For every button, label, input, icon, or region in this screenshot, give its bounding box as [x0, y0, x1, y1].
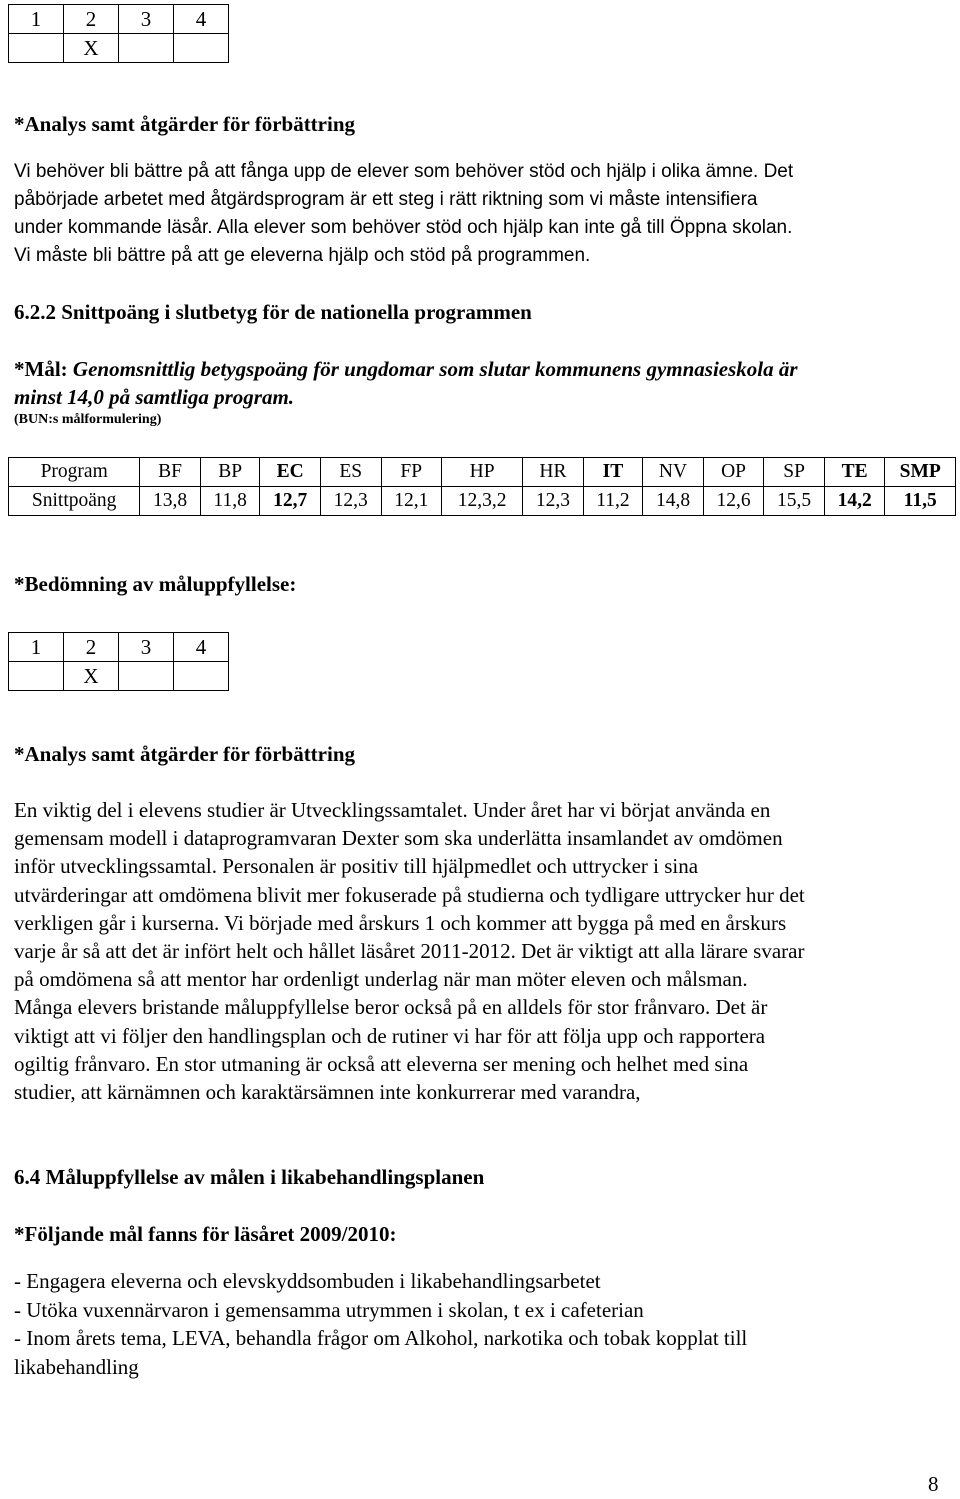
analysis-heading-2: *Analys samt åtgärder för förbättring [14, 742, 356, 766]
program-row [9, 458, 956, 487]
program-cell: EC [260, 458, 321, 487]
mark-cell: X [64, 662, 119, 691]
text-line: studier, att kärnämnen och karaktärsämnen inte konkurrerar med varandra, [14, 1080, 641, 1105]
analysis-heading-1: *Analys samt åtgärder för förbättring [14, 112, 356, 136]
score-table-1-mark-row [9, 34, 229, 63]
program-cell: HP [442, 458, 523, 487]
program-cell: NV [643, 458, 704, 487]
text-line: varje år så att det är infört helt och hållet läsåret 2011-2012. Det är viktigt att alla lärare svarar [14, 939, 805, 964]
score-cell: 12,3,2 [442, 487, 523, 516]
list-item: - Inom årets tema, LEVA, behandla frågor om Alkohol, narkotika och tobak kopplat till [14, 1326, 748, 1350]
text-line: viktigt att vi följer den handlingsplan och de rutiner vi har för att följa upp och rapportera [14, 1023, 766, 1048]
text-line: under kommande läsår. Alla elever som behöver stöd och hjälp kan inte gå till Öppna skolan. [14, 217, 793, 238]
score-cell: 1 [9, 633, 64, 662]
mark-cell [174, 34, 229, 63]
text-line: gemensam modell i dataprogramvaran Dexter som ska underlätta insamlandet av omdömen [14, 826, 783, 851]
assessment-heading: *Bedömning av måluppfyllelse: [14, 572, 297, 596]
score-cell: 3 [119, 5, 174, 34]
score-cell: 15,5 [764, 487, 825, 516]
program-score-table [8, 457, 956, 516]
score-cell: 13,8 [140, 487, 201, 516]
goal-note: (BUN:s målformulering) [14, 412, 162, 427]
mark-cell [174, 662, 229, 691]
goal-text-line-2: minst 14,0 på samtliga program. [14, 385, 295, 409]
score-cell: 1 [9, 5, 64, 34]
mark-cell [9, 662, 64, 691]
goals-heading: *Följande mål fanns för läsåret 2009/2010: [14, 1222, 397, 1246]
row-label: Program [9, 458, 140, 487]
row-label: Snittpoäng [9, 487, 140, 516]
mark-cell [119, 662, 174, 691]
score-cell: 14,2 [824, 487, 885, 516]
program-cell: TE [824, 458, 885, 487]
text-line: påbörjade arbetet med åtgärdsprogram är ett steg i rätt riktning som vi måste intensifiera [14, 189, 758, 210]
score-cell: 12,1 [381, 487, 442, 516]
text-line: En viktig del i elevens studier är Utvecklingssamtalet. Under året har vi börjat använda en [14, 798, 771, 822]
section-heading-6-4: 6.4 Måluppfyllelse av målen i likabehandlingsplanen [14, 1165, 485, 1189]
score-cell: 12,7 [260, 487, 321, 516]
program-cell: ES [320, 458, 381, 487]
score-cell: 11,2 [583, 487, 643, 516]
score-cell: 12,3 [523, 487, 584, 516]
text-line: utvärderingar att omdömena blivit mer fokuserade på studierna och tydligare uttrycker hur det [14, 882, 805, 907]
score-cell: 14,8 [643, 487, 704, 516]
mark-cell [119, 34, 174, 63]
score-table-1 [8, 4, 229, 63]
score-cell: 4 [174, 633, 229, 662]
mark-cell [9, 34, 64, 63]
mark-cell: X [64, 34, 119, 63]
text-line: verkligen går i kurserna. Vi började med årskurs 1 och kommer att bygga på med en årskurs [14, 910, 787, 935]
score-cell: 2 [64, 633, 119, 662]
analysis-paragraph-1 [14, 158, 934, 270]
text-line: Många elevers bristande måluppfyllelse beror också på en alldels för stor frånvaro. Det är [14, 995, 768, 1020]
program-cell: SMP [885, 458, 956, 487]
goal-text-line-1: Genomsnittlig betygspoäng för ungdomar som slutar kommunens gymnasieskola är [72, 357, 798, 381]
score-cell: 3 [119, 633, 174, 662]
text-line: på omdömena så att mentor har ordenligt underlag när man möter eleven och målsman. [14, 967, 748, 992]
program-cell: OP [703, 458, 764, 487]
text-line: Vi måste bli bättre på att ge eleverna hjälp och stöd på programmen. [14, 245, 591, 266]
score-cell: 11,8 [200, 487, 260, 516]
program-cell: BF [140, 458, 201, 487]
program-cell: HR [523, 458, 584, 487]
score-table-1-header-row [9, 5, 229, 34]
text-line: inför utvecklingssamtal. Personalen är positiv till hjälpmedlet och uttrycker i sina [14, 854, 699, 879]
text-line: Vi behöver bli bättre på att fånga upp de elever som behöver stöd och hjälp i olika ämne. Det [14, 161, 794, 182]
program-cell: IT [583, 458, 643, 487]
analysis-paragraph-2 [14, 796, 934, 1106]
score-cell: 12,6 [703, 487, 764, 516]
score-cell: 2 [64, 5, 119, 34]
score-row [9, 487, 956, 516]
score-table-2-mark-row [9, 662, 229, 691]
list-item: - Utöka vuxennärvaron i gemensamma utrymmen i skolan, t ex i cafeterian [14, 1297, 644, 1322]
program-cell: FP [381, 458, 442, 487]
score-cell: 11,5 [885, 487, 956, 516]
list-item: - Engagera eleverna och elevskyddsombuden i likabehandlingsarbetet [14, 1269, 601, 1293]
score-table-2-header-row [9, 633, 229, 662]
list-item: likabehandling [14, 1354, 139, 1379]
score-cell: 12,3 [320, 487, 381, 516]
page-number: 8 [928, 1472, 939, 1496]
score-cell: 4 [174, 5, 229, 34]
text-line: ogiltig frånvaro. En stor utmaning är också att eleverna ser mening och helhet med sina [14, 1051, 749, 1076]
goal-block [14, 355, 944, 429]
section-heading-6-2-2: 6.2.2 Snittpoäng i slutbetyg för de nationella programmen [14, 300, 532, 324]
program-cell: SP [764, 458, 825, 487]
program-cell: BP [200, 458, 260, 487]
goal-label: *Mål: [14, 357, 68, 381]
score-table-2 [8, 632, 229, 691]
goals-list [14, 1267, 934, 1381]
